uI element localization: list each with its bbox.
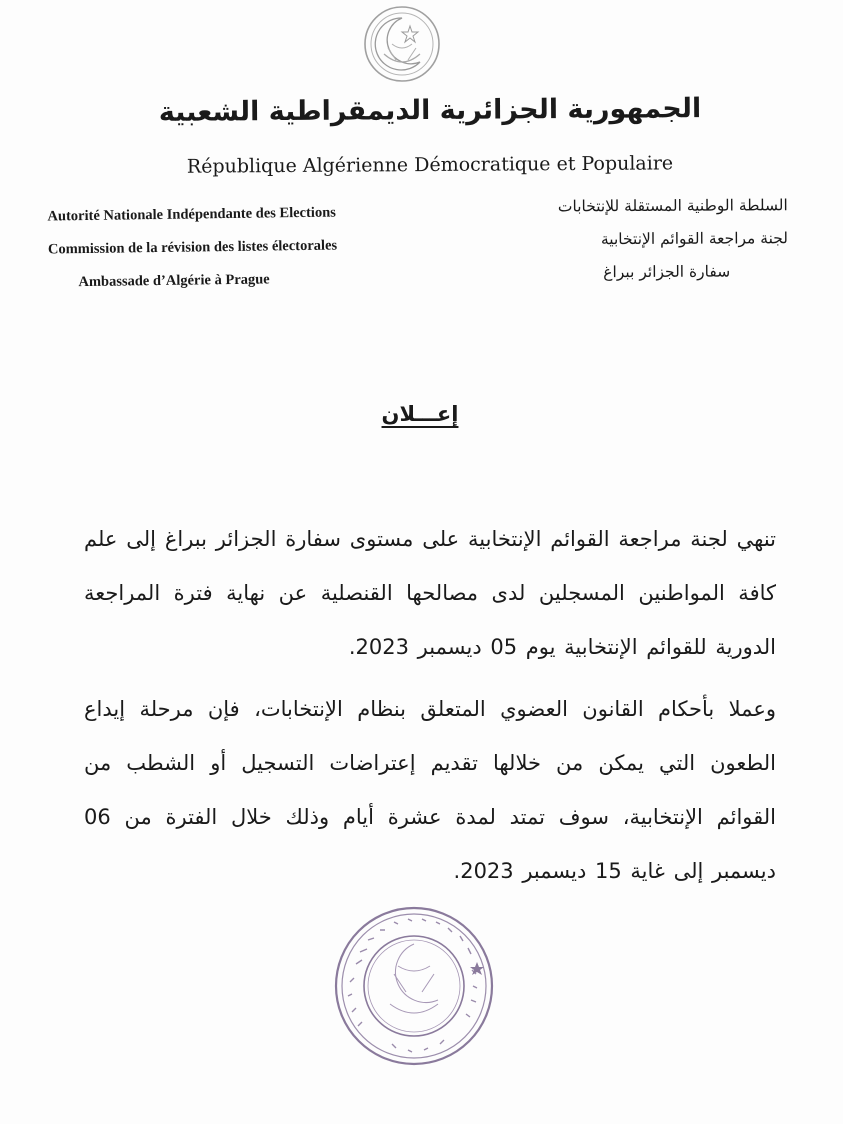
notice-paragraph-1: تنهي لجنة مراجعة القوائم الإنتخابية على مستوى سفارة الجزائر ببراغ إلى علم كافة المواطنين المسجلين لدى مصالحها القنصلية عن نهاية فترة المراجعة الدورية للقوائم الإنتخابية يوم 05 ديسمبر 2023. [84, 527, 776, 659]
authority-name-arabic: السلطة الوطنية المستقلة للإنتخابات [557, 196, 788, 216]
notice-paragraph-2: وعملا بأحكام القانون العضوي المتعلق بنظام الإنتخابات، فإن مرحلة إيداع الطعون التي يمكن من خلالها تقديم إعتراضات التسجيل أو الشطب من القوائم الإنتخابية، سوف تمتد لمدة عشرة أيام وذلك خلال الفترة من 06 ديسمبر إلى غاية 15 ديسمبر 2023. [84, 697, 776, 883]
official-stamp-icon [332, 904, 496, 1068]
republic-title-arabic: الجمهورية الجزائرية الديمقراطية الشعبية [158, 93, 702, 128]
commission-name-french: Commission de la révision des listes électorales [47, 237, 338, 258]
embassy-name-french: Ambassade d’Algérie à Prague [78, 271, 270, 291]
embassy-name-arabic: سفارة الجزائر ببراغ [603, 262, 731, 282]
authority-name-french: Autorité Nationale Indépendante des Elections [47, 204, 336, 225]
republic-title-french: République Algérienne Démocratique et Populaire [186, 152, 674, 178]
authority-block-arabic [488, 191, 789, 292]
notice-title: إعـــلان [381, 402, 459, 426]
national-emblem-icon [362, 4, 442, 84]
commission-name-arabic: لجنة مراجعة القوائم الإنتخابية [600, 229, 789, 249]
authority-block-french [39, 199, 420, 303]
